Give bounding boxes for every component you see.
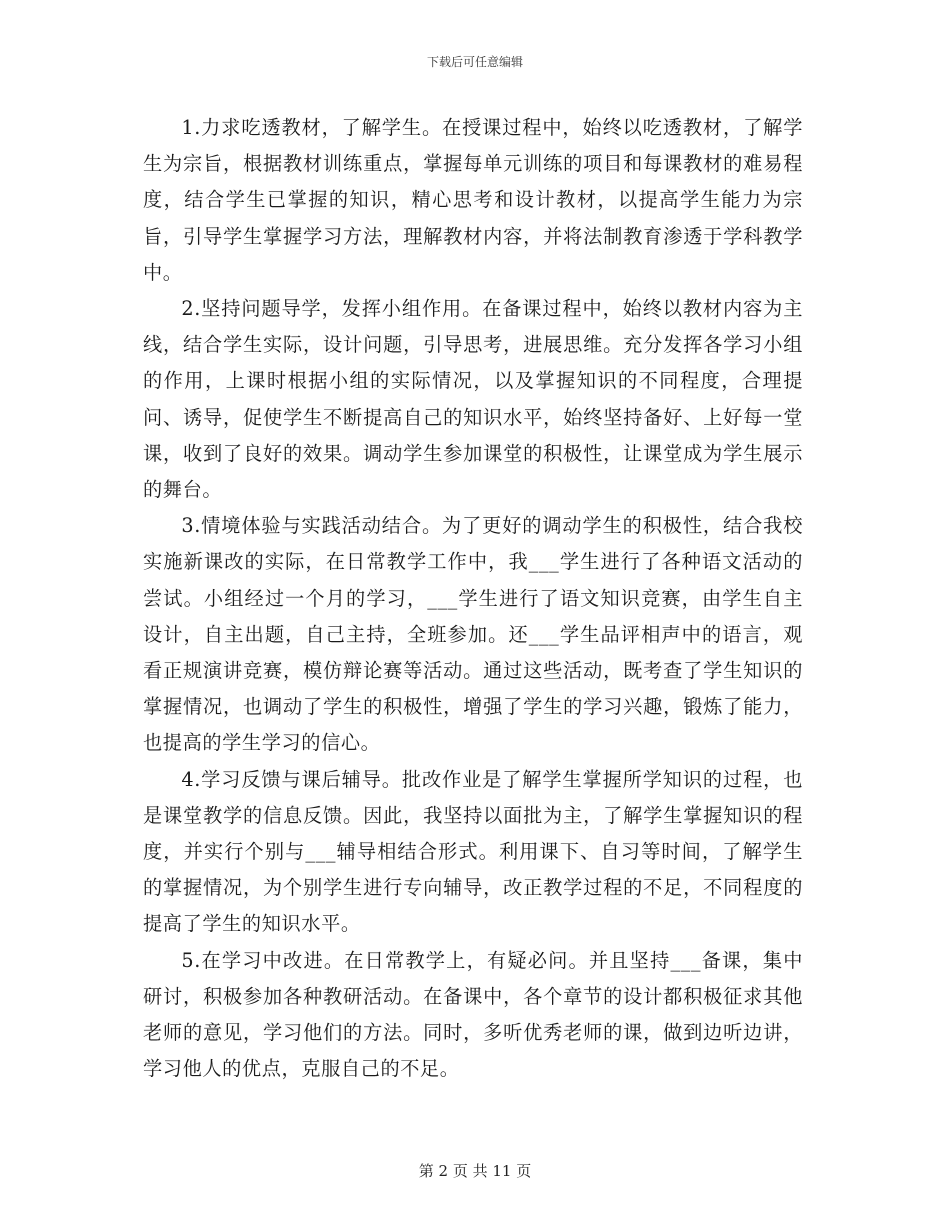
paragraph-2: 2.坚持问题导学，发挥小组作用。在备课过程中，始终以教材内容为主线，结合学生实际，设计问题，引导思考，进展思维。充分发挥各学习小组的作用，上课时根据小组的实际情况，以及掌握知识的不同程度，合理提问、诱导，促使学生不断提高自己的知识水平，始终坚持备好、上好每一堂课，收到了良好的效果。调动学生参加课堂的积极性，让课堂成为学生展示的舞台。 <box>143 297 803 502</box>
page-number-footer: 第 2 页 共 11 页 <box>418 1162 532 1180</box>
paragraph-3: 3.情境体验与实践活动结合。为了更好的调动学生的积极性，结合我校实施新课改的实际，在日常教学工作中，我___学生进行了各种语文活动的尝试。小组经过一个月的学习，___学生进行了语文知识竞赛，由学生自主设计，自主出题，自己主持，全班参加。还___学生品评相声中的语言，观看正规演讲竞赛，模仿辩论赛等活动。通过这些活动，既考查了学生知识的掌握情况，也调动了学生的积极性，增强了学生的学习兴趣，锻炼了能力，也提高的学生学习的信心。 <box>143 514 803 755</box>
paragraph-4: 4.学习反馈与课后辅导。批改作业是了解学生掌握所学知识的过程，也是课堂教学的信息反馈。因此，我坚持以面批为主，了解学生掌握知识的程度，并实行个别与___辅导相结合形式。利用课下、自习等时间，了解学生的掌握情况，为个别学生进行专向辅导，改正教学过程的不足，不同程度的提高了学生的知识水平。 <box>143 767 803 936</box>
paragraph-5: 5.在学习中改进。在日常教学上，有疑必问。并且坚持___备课，集中研讨，积极参加各种教研活动。在备课中，各个章节的设计都积极征求其他老师的意见，学习他们的方法。同时，多听优秀老师的课，做到边听边讲，学习他人的优点，克服自己的不足。 <box>143 948 803 1081</box>
paragraph-1: 1.力求吃透教材，了解学生。在授课过程中，始终以吃透教材，了解学生为宗旨，根据教材训练重点，掌握每单元训练的项目和每课教材的难易程度，结合学生已掌握的知识，精心思考和设计教材，以提高学生能力为宗旨，引导学生掌握学习方法，理解教材内容，并将法制教育渗透于学科教学中。 <box>143 116 803 284</box>
page-header: 下载后可任意编辑 <box>426 55 523 69</box>
document-body <box>143 110 803 1087</box>
